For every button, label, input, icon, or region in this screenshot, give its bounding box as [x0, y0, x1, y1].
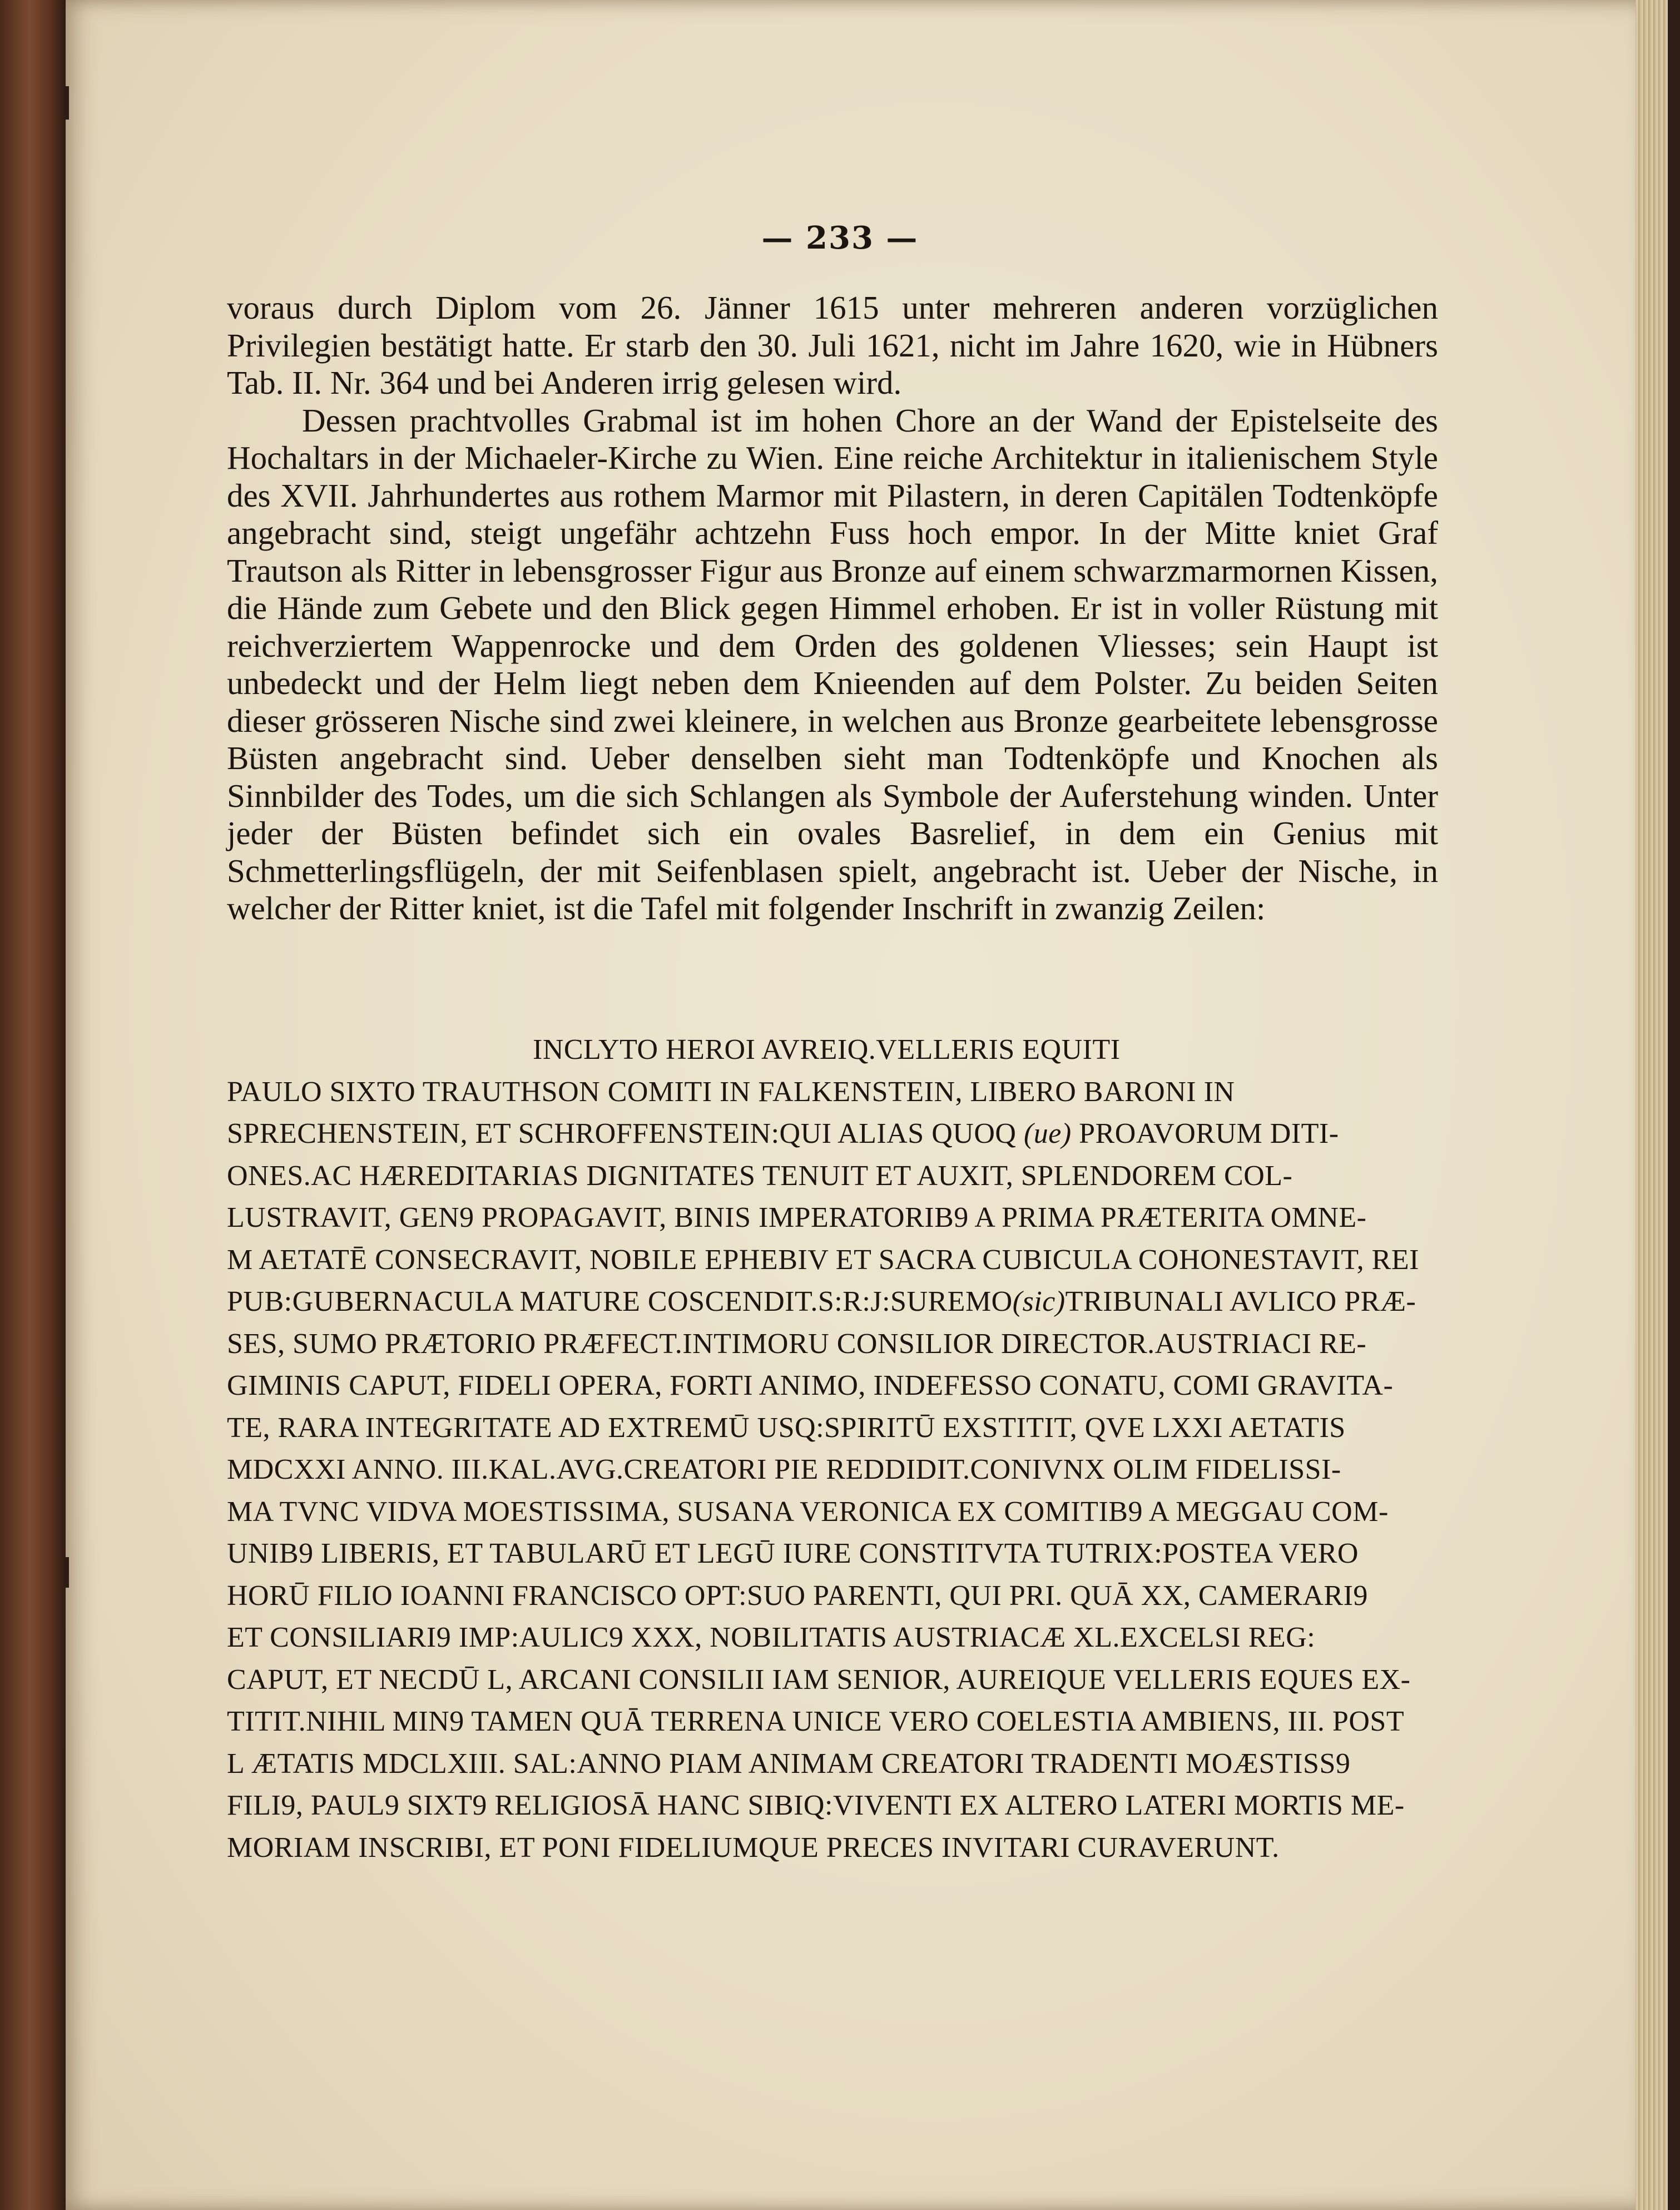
inscription-line-text: PUB:GUBERNACULA MATURE COSCENDIT.S:R:J:SUREMO	[227, 1286, 1013, 1317]
inscription-line: FILI9, PAUL9 SIXT9 RELIGIOSĀ HANC SIBIQ:VIVENTI EX ALTERO LATERI MORTIS ME-	[227, 1790, 1405, 1821]
page-edges-shadow	[1668, 0, 1680, 2210]
binding-mark	[66, 86, 69, 120]
inscription	[227, 1029, 1438, 1869]
inscription-line: HORŪ FILIO IOANNI FRANCISCO OPT:SUO PARENTI, QUI PRI. QUĀ XX, CAMERARI9	[227, 1579, 1368, 1612]
paragraph-1: voraus durch Diplom vom 26. Jänner 1615 unter mehreren anderen vorzüglichen Privilegien bestätigt hatte. Er starb den 30. Juli 1621, nicht im Jahre 1620, wie in Hübners Tab. II. Nr. 364 und bei Anderen irrig gelesen wird.	[227, 289, 1438, 401]
inscription-line: LUSTRAVIT, GEN9 PROPAGAVIT, BINIS IMPERATORIB9 A PRIMA PRÆTERITA OMNE-	[227, 1202, 1367, 1233]
inscription-line-tail: TRIBUNALI AVLICO PRÆ-	[1065, 1286, 1416, 1317]
inscription-line: L ÆTATIS MDCLXIII. SAL:ANNO PIAM ANIMAM CREATORI TRADENTI MOÆSTISS9	[227, 1747, 1351, 1780]
body-text	[227, 289, 1438, 928]
inscription-line	[227, 1281, 1438, 1323]
inscription-line: INCLYTO HEROI AVREIQ.VELLERIS EQUITI	[533, 1034, 1121, 1066]
inscription-line: TITIT.NIHIL MIN9 TAMEN QUĀ TERRENA UNICE VERO COELESTIA AMBIENS, III. POST	[227, 1706, 1405, 1737]
book-binding	[0, 0, 66, 2210]
inscription-line: PAULO SIXTO TRAUTHSON COMITI IN FALKENSTEIN, LIBERO BARONI IN	[227, 1076, 1235, 1108]
inscription-line: TE, RARA INTEGRITATE AD EXTREMŪ USQ:SPIRITŪ EXSTITIT, QVE LXXI AETATIS	[227, 1411, 1346, 1444]
inscription-line: ET CONSILIARI9 IMP:AULIC9 XXX, NOBILITATIS AUSTRIACÆ XL.EXCELSI REG:	[227, 1622, 1316, 1653]
inscription-line: M AETATĒ CONSECRAVIT, NOBILE EPHEBIV ET SACRA CUBICULA COHONESTAVIT, REI	[227, 1243, 1419, 1276]
inscription-line: ONES.AC HÆREDITARIAS DIGNITATES TENUIT ET AUXIT, SPLENDOREM COL-	[227, 1159, 1293, 1192]
inscription-line: UNIB9 LIBERIS, ET TABULARŪ ET LEGŪ IURE CONSTITVTA TUTRIX:POSTEA VERO	[227, 1538, 1359, 1569]
inscription-italic: (ue)	[1023, 1118, 1072, 1149]
page-number: — 233 —	[761, 220, 919, 256]
inscription-line-tail: PROAVORUM DITI-	[1071, 1118, 1339, 1149]
inscription-line: MA TVNC VIDVA MOESTISSIMA, SUSANA VERONICA EX COMITIB9 A MEGGAU COM-	[227, 1495, 1389, 1528]
inscription-line-text: SPRECHENSTEIN, ET SCHROFFENSTEIN:QUI ALIAS QUOQ	[227, 1118, 1017, 1149]
inscription-line: MDCXXI ANNO. III.KAL.AVG.CREATORI PIE REDDIDIT.CONIVNX OLIM FIDELISSI-	[227, 1454, 1341, 1485]
paragraph-2: Dessen prachtvolles Grabmal ist im hohen Chore an der Wand der Epistelseite des Hochaltars in der Michaeler-Kirche zu Wien. Eine reiche Architektur in italienischem Style des XVII. Jahrhundertes aus rothem Marmor mit Pilastern, in deren Capitälen Todtenköpfe angebracht sind, steigt ungefähr achtzehn Fuss hoch empor. In der Mitte kniet Graf Trautson als Ritter in lebensgrosser Figur aus Bronze auf einem schwarzmarmornen Kissen, die Hände zum Gebete und den Blick gegen Himmel erhoben. Er ist in voller Rüstung mit reichverziertem Wappenrocke und dem Orden des goldenen Vliesses; sein Haupt ist unbedeckt und der Helm liegt neben dem Knieenden auf dem Polster. Zu beiden Seiten dieser grösseren Nische sind zwei kleinere, in welchen aus Bronze gearbeitete lebensgrosse Büsten angebracht sind. Ueber denselben sieht man Todtenköpfe und Knochen als Sinnbilder des Todes, um die sich Schlangen als Symbole der Auferstehung winden. Unter jeder der Büsten befindet sich ein ovales Basrelief, in dem ein Genius mit Schmetterlingsflügeln, der mit Seifenblasen spielt, angebracht ist. Ueber der Nische, in welcher der Ritter kniet, ist die Tafel mit folgender Inschrift in zwanzig Zeilen:	[227, 402, 1438, 926]
inscription-italic: (sic)	[1012, 1286, 1066, 1317]
inscription-line: SES, SUMO PRÆTORIO PRÆFECT.INTIMORU CONSILIOR DIRECTOR.AUSTRIACI RE-	[227, 1327, 1367, 1360]
inscription-line: CAPUT, ET NECDŪ L, ARCANI CONSILII IAM SENIOR, AUREIQUE VELLERIS EQUES EX-	[227, 1663, 1411, 1696]
binding-mark	[66, 1557, 69, 1588]
inscription-line: MORIAM INSCRIBI, ET PONI FIDELIUMQUE PRECES INVITARI CURAVERUNT.	[227, 1831, 1280, 1864]
inscription-line	[227, 1113, 1438, 1155]
inscription-line: GIMINIS CAPUT, FIDELI OPERA, FORTI ANIMO, INDEFESSO CONATU, COMI GRAVITA-	[227, 1370, 1394, 1401]
